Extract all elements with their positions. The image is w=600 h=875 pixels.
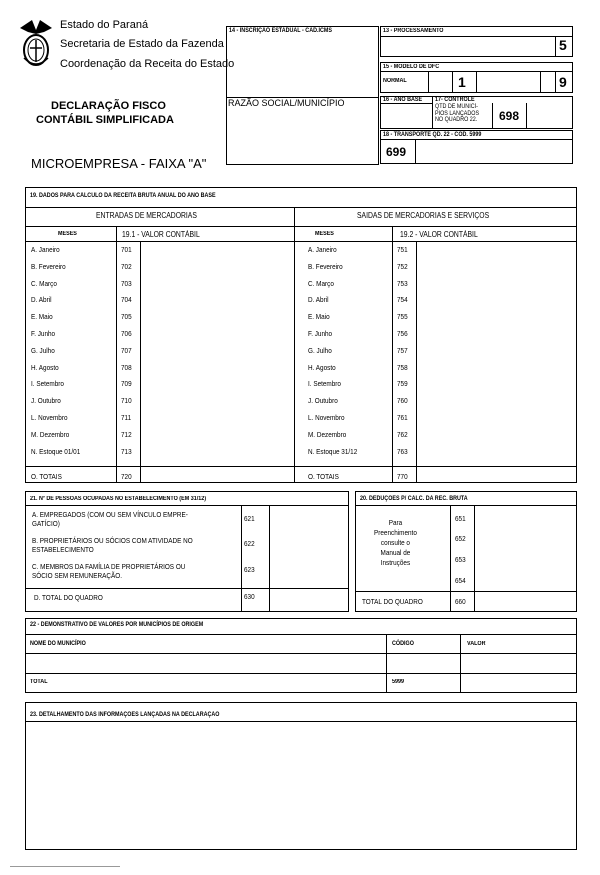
month-left-label: M. Dezembro [31,429,70,439]
month-left-code: 707 [121,345,132,355]
month-right-label: E. Maio [308,312,330,322]
month-right-label: C. Março [308,278,334,288]
s22-col-nome: NOME DO MUNICÍPIO [30,641,86,647]
month-right-code: 770 [397,472,408,482]
month-right-label: O. TOTAIS [308,472,339,482]
month-left-code: 711 [121,413,132,422]
org-line-1: Estado do Paraná [60,19,149,31]
month-left-code: 704 [121,295,132,305]
col-meses-right: MESES [315,231,334,237]
field-17-value: 698 [499,109,520,123]
month-left-label: H. Agosto [31,362,59,372]
s21-d-code: 630 [244,592,255,601]
month-left-code: 710 [121,396,132,406]
month-right-label: M. Dezembro [308,429,347,439]
s20-total-code: 660 [455,597,466,606]
month-right-code: 751 [397,245,408,254]
month-right-label: J. Outubro [308,396,338,406]
month-left-label: E. Maio [31,312,53,322]
field-15-value-2: 9 [559,74,567,90]
entradas-header: ENTRADAS DE MERCADORIAS [96,211,197,220]
month-left-label: O. TOTAIS [31,472,62,482]
section-22-title: 22 - DEMONSTRATIVO DE VALORES POR MUNICÍPIOS DE ORIGEM [30,622,204,628]
s22-col-valor: VALOR [467,641,486,647]
month-left-code: 708 [121,362,132,372]
month-left-code: 702 [121,261,132,271]
month-left-label: B. Fevereiro [31,261,66,271]
s22-col-codigo: CÓDIGO [392,641,414,647]
month-right-label: G. Julho [308,345,332,355]
microempresa-subtitle: MICROEMPRESA - FAIXA "A" [31,156,207,171]
month-left-label: D. Abril [31,295,52,305]
section-23-box[interactable] [25,702,577,850]
col-right-value: 19.2 - VALOR CONTÁBIL [400,230,478,239]
month-right-label: N. Estoque 31/12 [308,446,358,456]
section-19-table [25,187,577,483]
s21-c-label: C. MEMBROS DA FAMÍLIA DE PROPRIETÁRIOS OU SÓCIO SEM REMUNERAÇÃO. [32,562,186,580]
s20-code-653: 653 [455,555,466,564]
s20-total-label: TOTAL DO QUADRO [362,597,423,606]
s22-total-label: TOTAL [30,679,48,685]
s20-code-651: 651 [455,514,466,523]
month-right-code: 755 [397,312,408,322]
doc-title-line-1: DECLARAÇÃO FISCO [51,100,166,112]
month-right-code: 762 [397,429,408,439]
month-left-code: 701 [121,245,132,254]
s21-a-code: 621 [244,514,255,523]
saidas-header: SAIDAS DE MERCADORIAS E SERVIÇOS [357,211,490,220]
s20-note: Para Preenchimento consulte o Manual de Instruções [374,518,417,567]
org-line-3: Coordenação da Receita do Estado [60,58,235,70]
col-meses-left: MESES [58,231,77,237]
s20-code-652: 652 [455,534,466,543]
s21-c-code: 623 [244,565,255,574]
month-right-label: L. Novembro [308,413,345,422]
field-14-label: 14 - INSCRIÇÃO ESTADUAL - CAD.ICMS [229,28,333,34]
razao-social-label: RAZÃO SOCIAL/MUNICÍPIO [228,98,345,108]
s21-b-code: 622 [244,539,255,548]
field-18-value: 699 [386,145,407,159]
field-17-desc: QTD DE MUNICÍ- PIOS LANÇADOS NO QUADRO 22. [435,104,480,123]
month-left-label: L. Novembro [31,413,68,422]
field-17-label: 17- CONTROLE [435,97,475,103]
month-left-label: G. Julho [31,345,55,355]
s21-b-label: B. PROPRIETÁRIOS OU SÓCIOS COM ATIVIDADE NO ESTABELECIMENTO [32,536,193,554]
month-left-label: F. Junho [31,329,56,338]
section-23-title: 23. DETALHAMENTO DAS INFORMAÇÕES LANÇADAS NA DECLARAÇÃO [30,712,220,718]
month-left-code: 709 [121,379,132,389]
month-right-label: F. Junho [308,329,333,338]
month-right-code: 752 [397,261,408,271]
month-right-code: 761 [397,413,408,422]
month-left-label: C. Março [31,278,57,288]
month-left-code: 706 [121,329,132,338]
parana-coat-of-arms-logo [18,18,54,70]
section-20-title: 20. DEDUÇÕES P/ CALC. DA REC. BRUTA [360,496,468,502]
s20-code-654: 654 [455,576,466,585]
month-left-label: N. Estoque 01/01 [31,446,81,456]
field-15-normal: NORMAL [383,78,407,84]
field-13-value: 5 [559,37,567,53]
section-21-title: 21. Nº DE PESSOAS OCUPADAS NO ESTABELECIMENTO (EM 31/12) [30,496,207,502]
month-right-code: 758 [397,362,408,372]
col-left-value: 19.1 - VALOR CONTÁBIL [122,230,200,239]
org-line-2: Secretaria de Estado da Fazenda [60,38,224,50]
month-right-label: A. Janeiro [308,245,337,254]
field-13-label: 13 - PROCESSAMENTO [383,28,444,34]
s22-total-code: 5999 [392,679,405,685]
month-left-label: A. Janeiro [31,245,60,254]
month-right-label: B. Fevereiro [308,261,343,271]
month-right-code: 756 [397,329,408,338]
section-22-table [25,618,577,693]
field-18-label: 18 - TRANSPORTE QD. 22 - CÓD. 5999 [383,132,482,138]
month-right-code: 757 [397,345,408,355]
doc-title-line-2: CONTÁBIL SIMPLIFICADA [36,114,174,126]
month-left-code: 712 [121,429,132,439]
section-19-title: 19. DADOS PARA CÁLCULO DA RECEITA BRUTA ANUAL DO ANO BASE [30,193,216,199]
s21-a-label: A. EMPREGADOS (COM OU SEM VÍNCULO EMPRE- GATÍCIO) [32,510,188,528]
month-right-label: H. Agosto [308,362,336,372]
month-right-label: D. Abril [308,295,329,305]
month-right-code: 760 [397,396,408,406]
field-16-label: 16 - ANO BASE [383,97,423,103]
month-left-code: 705 [121,312,132,322]
month-right-code: 754 [397,295,408,305]
month-left-code: 720 [121,472,132,482]
month-left-label: I. Setembro [31,379,64,389]
field-14-inscricao[interactable] [226,26,379,98]
month-left-code: 703 [121,278,132,288]
month-right-label: I. Setembro [308,379,341,389]
s21-d-label: D. TOTAL DO QUADRO [34,593,103,602]
field-15-value-1: 1 [458,74,466,90]
month-right-code: 753 [397,278,408,288]
field-15-label: 15 - MODELO DE DFC [383,64,440,70]
month-right-code: 759 [397,379,408,389]
month-left-label: J. Outubro [31,396,61,406]
month-right-code: 763 [397,446,408,456]
month-left-code: 713 [121,446,132,456]
